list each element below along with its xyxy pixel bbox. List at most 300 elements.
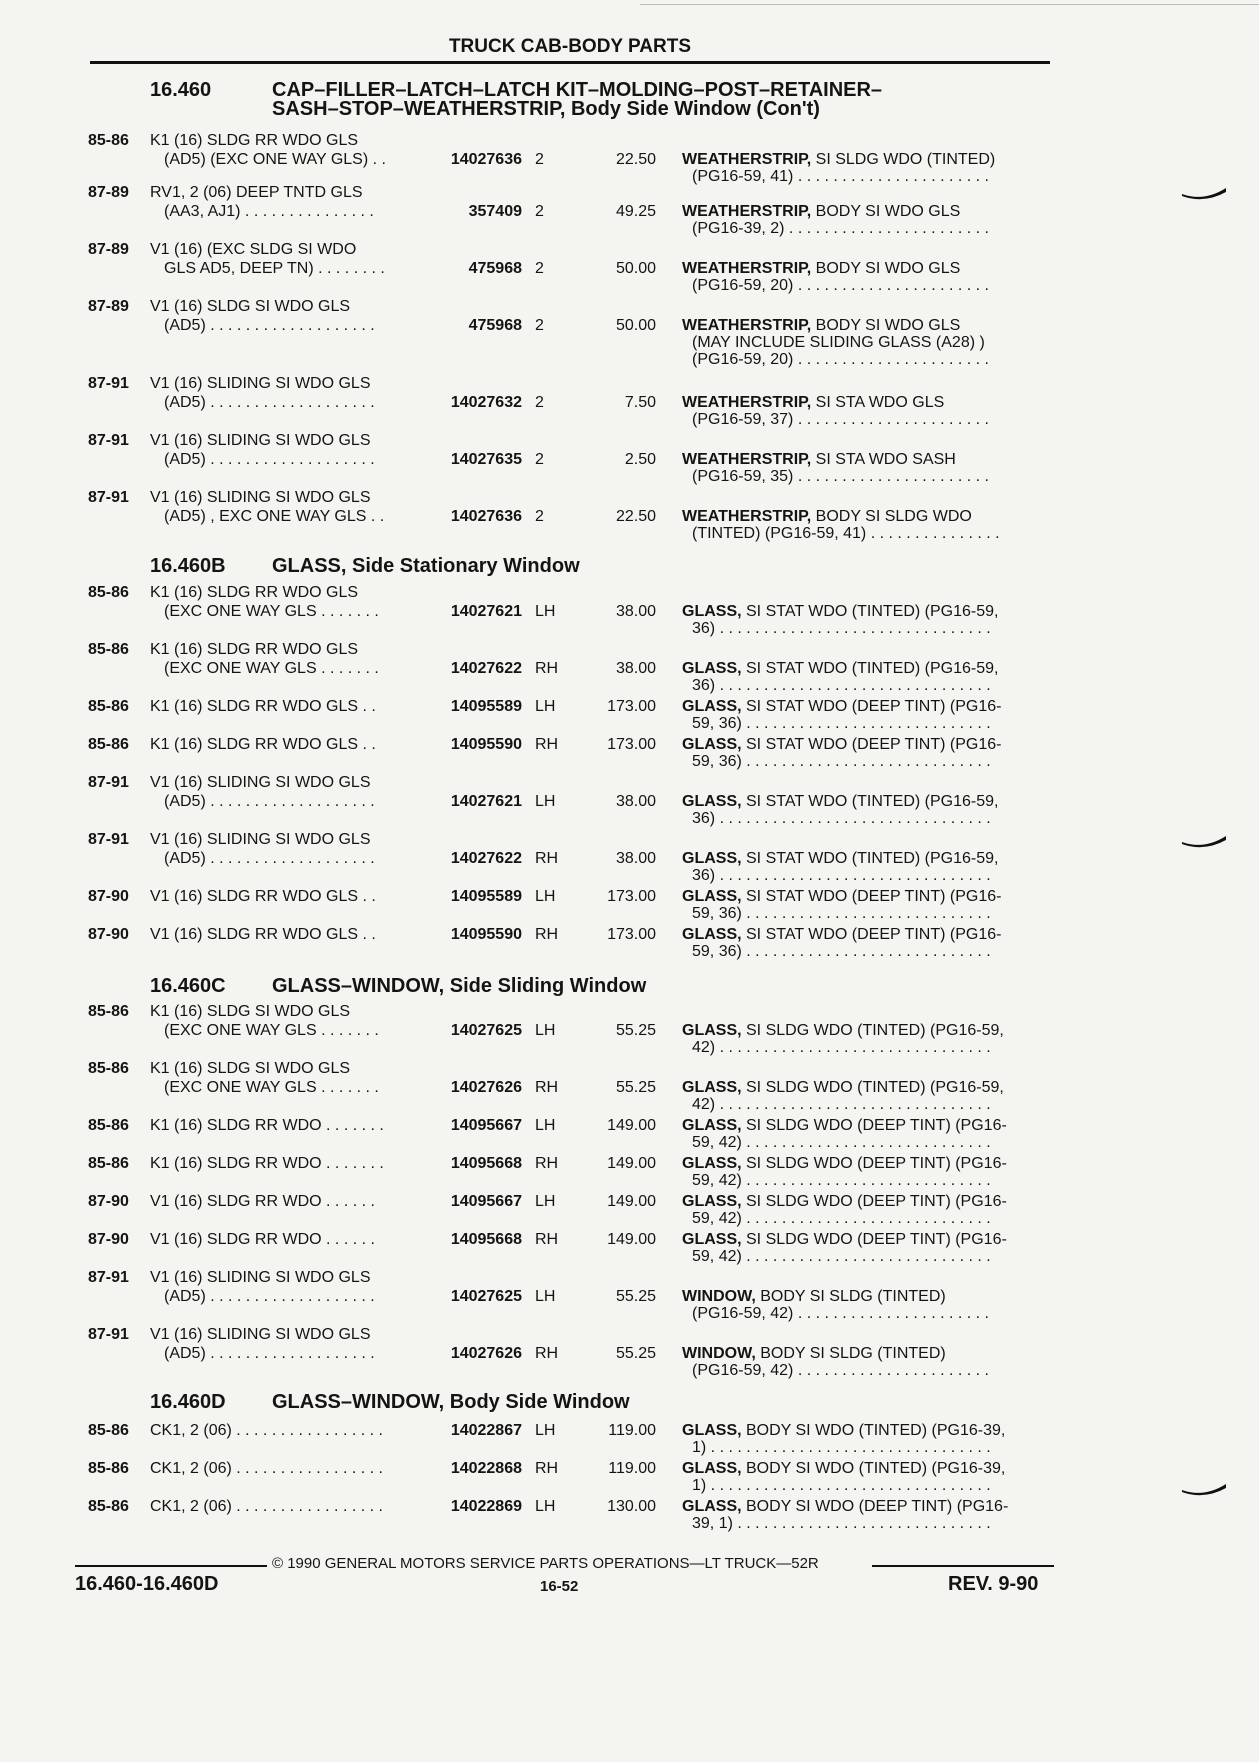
description <box>682 508 1042 526</box>
description-line-2: 36) . . . . . . . . . . . . . . . . . . . . . . . . . . . . . . . <box>692 867 991 884</box>
quantity-side: LH <box>535 603 556 620</box>
part-number: 475968 <box>468 317 522 334</box>
price: 38.00 <box>615 660 656 677</box>
description <box>682 394 1042 412</box>
price: 22.50 <box>615 508 656 525</box>
scan-edge-line <box>640 4 1259 5</box>
binding-mark-icon <box>1182 188 1226 200</box>
part-entry <box>0 1231 1060 1271</box>
model-years: 85-86 <box>88 132 129 149</box>
part-entry <box>0 375 1060 428</box>
quantity-side: LH <box>535 1422 556 1439</box>
description-text: BODY SI WDO (DEEP TINT) (PG16- <box>741 1498 1009 1515</box>
description <box>682 1460 1042 1478</box>
part-number: 14095668 <box>450 1231 522 1248</box>
price: 119.00 <box>608 1460 656 1477</box>
section-code: 16.460 <box>150 79 212 101</box>
part-entry <box>0 698 1060 738</box>
description-line-2: 36) . . . . . . . . . . . . . . . . . . . . . . . . . . . . . . . <box>692 620 991 637</box>
application: K1 (16) SLDG RR WDO GLS . . <box>150 698 376 715</box>
description-text: BODY SI SLDG (TINTED) <box>755 1345 946 1362</box>
price: 22.50 <box>615 151 656 168</box>
part-entry <box>0 584 1060 637</box>
description-line-2: 36) . . . . . . . . . . . . . . . . . . . . . . . . . . . . . . . <box>692 677 991 694</box>
section-code: 16.460C <box>150 975 226 997</box>
application-detail: (AD5) . . . . . . . . . . . . . . . . . . . <box>164 1345 375 1362</box>
description-text: SI STAT WDO (DEEP TINT) (PG16- <box>741 888 1002 905</box>
part-number: 14095667 <box>450 1193 522 1210</box>
quantity-side: 2 <box>535 260 544 277</box>
model-years: 87-89 <box>88 241 129 258</box>
part-entry <box>0 489 1060 542</box>
description-keyword: GLASS, <box>682 926 742 943</box>
price: 55.25 <box>615 1022 656 1039</box>
model-years: 87-91 <box>88 432 129 449</box>
description-keyword: GLASS, <box>682 660 742 677</box>
model-years: 87-90 <box>88 1231 129 1248</box>
price: 173.00 <box>607 888 656 905</box>
part-number: 14027621 <box>450 603 522 620</box>
description-text: BODY SI SLDG WDO <box>811 508 972 525</box>
footer-section-range: 16.460-16.460D <box>75 1573 219 1595</box>
application: K1 (16) SLDG SI WDO GLS <box>150 1060 351 1077</box>
description-line-2: (TINTED) (PG16-59, 41) . . . . . . . . . . . . . . . <box>692 525 1000 542</box>
application: V1 (16) SLDG SI WDO GLS <box>150 298 351 315</box>
description <box>682 1231 1042 1249</box>
description-text: SI SLDG WDO (TINTED) <box>811 151 996 168</box>
model-years: 87-89 <box>88 184 129 201</box>
price: 38.00 <box>615 603 656 620</box>
page-header: TRUCK CAB-BODY PARTS <box>448 36 692 57</box>
application-detail: (AD5) . . . . . . . . . . . . . . . . . . . <box>164 317 375 334</box>
application: CK1, 2 (06) . . . . . . . . . . . . . . . . . <box>150 1460 383 1477</box>
model-years: 87-91 <box>88 489 129 506</box>
quantity-side: LH <box>535 793 556 810</box>
part-number: 14027636 <box>450 151 522 168</box>
application: V1 (16) SLDG RR WDO GLS . . <box>150 888 376 905</box>
price: 2.50 <box>624 451 656 468</box>
model-years: 87-89 <box>88 298 129 315</box>
description-text: SI SLDG WDO (DEEP TINT) (PG16- <box>741 1231 1007 1248</box>
application: K1 (16) SLDG RR WDO GLS . . <box>150 736 376 753</box>
application: V1 (16) (EXC SLDG SI WDO <box>150 241 357 258</box>
part-number: 357409 <box>468 203 522 220</box>
description-text: BODY SI WDO GLS <box>811 203 961 220</box>
description-line-2: 59, 42) . . . . . . . . . . . . . . . . . . . . . . . . . . . . <box>692 1172 991 1189</box>
model-years: 87-91 <box>88 831 129 848</box>
model-years: 85-86 <box>88 1060 129 1077</box>
description-text: SI STAT WDO (TINTED) (PG16-59, <box>741 850 999 867</box>
application-detail: (AD5) . . . . . . . . . . . . . . . . . . . <box>164 850 375 867</box>
description-text: SI STA WDO SASH <box>811 451 956 468</box>
model-years: 87-90 <box>88 926 129 943</box>
description <box>682 926 1042 944</box>
description-keyword: GLASS, <box>682 1422 742 1439</box>
description-line-2: (PG16-59, 20) . . . . . . . . . . . . . . . . . . . . . . <box>692 277 989 294</box>
description-keyword: GLASS, <box>682 736 742 753</box>
price: 50.00 <box>615 260 656 277</box>
model-years: 87-91 <box>88 774 129 791</box>
application: V1 (16) SLIDING SI WDO GLS <box>150 1269 371 1286</box>
description <box>682 603 1042 621</box>
part-number: 14095590 <box>450 736 522 753</box>
section-heading <box>150 556 580 576</box>
description-text: SI STAT WDO (DEEP TINT) (PG16- <box>741 926 1002 943</box>
header-rule <box>90 61 1050 64</box>
footer-revision: REV. 9-90 <box>948 1573 1039 1595</box>
price: 173.00 <box>607 926 656 943</box>
price: 55.25 <box>615 1345 656 1362</box>
price: 173.00 <box>607 736 656 753</box>
quantity-side: 2 <box>535 151 544 168</box>
part-number: 475968 <box>468 260 522 277</box>
quantity-side: RH <box>535 850 559 867</box>
description-text: SI SLDG WDO (TINTED) (PG16-59, <box>741 1022 1004 1039</box>
description-text: SI STA WDO GLS <box>811 394 945 411</box>
part-entry <box>0 774 1060 827</box>
section-heading <box>150 1392 630 1412</box>
part-number: 14095589 <box>450 888 522 905</box>
price: 149.00 <box>607 1155 656 1172</box>
quantity-side: LH <box>535 1193 556 1210</box>
application: V1 (16) SLDG RR WDO . . . . . . <box>150 1231 375 1248</box>
description-keyword: WEATHERSTRIP, <box>682 508 812 525</box>
quantity-side: LH <box>535 1288 556 1305</box>
description <box>682 203 1042 221</box>
description <box>682 1288 1042 1306</box>
description-keyword: GLASS, <box>682 1193 742 1210</box>
application: CK1, 2 (06) . . . . . . . . . . . . . . . . . <box>150 1422 383 1439</box>
price: 149.00 <box>607 1231 656 1248</box>
description-keyword: WINDOW, <box>682 1288 756 1305</box>
part-entry <box>0 1460 1060 1500</box>
application: V1 (16) SLDG RR WDO GLS . . <box>150 926 376 943</box>
quantity-side: LH <box>535 1117 556 1134</box>
part-entry <box>0 641 1060 694</box>
price: 149.00 <box>607 1193 656 1210</box>
description-text: SI STAT WDO (TINTED) (PG16-59, <box>741 793 999 810</box>
description-keyword: GLASS, <box>682 603 742 620</box>
description-keyword: GLASS, <box>682 1460 742 1477</box>
part-entry <box>0 1498 1060 1538</box>
quantity-side: RH <box>535 1231 559 1248</box>
description-line-2: 59, 36) . . . . . . . . . . . . . . . . . . . . . . . . . . . . <box>692 715 991 732</box>
price: 55.25 <box>615 1079 656 1096</box>
quantity-side: LH <box>535 698 556 715</box>
application-detail: (AD5) . . . . . . . . . . . . . . . . . . . <box>164 394 375 411</box>
part-entry <box>0 1326 1060 1379</box>
part-number: 14095589 <box>450 698 522 715</box>
part-number: 14027622 <box>450 850 522 867</box>
part-entry <box>0 1003 1060 1056</box>
part-number: 14095668 <box>450 1155 522 1172</box>
description-line-2: 59, 36) . . . . . . . . . . . . . . . . . . . . . . . . . . . . <box>692 753 991 770</box>
model-years: 85-86 <box>88 1498 129 1515</box>
model-years: 85-86 <box>88 1422 129 1439</box>
description-text: SI STAT WDO (TINTED) (PG16-59, <box>741 603 999 620</box>
model-years: 85-86 <box>88 736 129 753</box>
description-keyword: WEATHERSTRIP, <box>682 394 812 411</box>
section-title: GLASS–WINDOW, Side Sliding Window <box>272 975 647 997</box>
price: 49.25 <box>615 203 656 220</box>
section-title-continued: SASH–STOP–WEATHERSTRIP, Body Side Window (Con't) <box>272 98 820 120</box>
part-entry <box>0 831 1060 884</box>
application: K1 (16) SLDG RR WDO . . . . . . . <box>150 1117 384 1134</box>
part-number: 14027636 <box>450 508 522 525</box>
description <box>682 451 1042 469</box>
description-line-2: 1) . . . . . . . . . . . . . . . . . . . . . . . . . . . . . . . . <box>692 1477 991 1494</box>
application: K1 (16) SLDG RR WDO GLS <box>150 132 359 149</box>
description-line-2: 1) . . . . . . . . . . . . . . . . . . . . . . . . . . . . . . . . <box>692 1439 991 1456</box>
description <box>682 660 1042 678</box>
part-entry <box>0 1155 1060 1195</box>
footer-rule-right <box>872 1565 1054 1567</box>
application-detail: (AD5) (EXC ONE WAY GLS) . . <box>164 151 386 168</box>
description <box>682 151 1042 169</box>
price: 38.00 <box>615 793 656 810</box>
part-number: 14022869 <box>450 1498 522 1515</box>
application: K1 (16) SLDG RR WDO GLS <box>150 641 359 658</box>
section-code: 16.460B <box>150 555 226 577</box>
application-detail: (AD5) . . . . . . . . . . . . . . . . . . . <box>164 451 375 468</box>
application-detail: (AD5) , EXC ONE WAY GLS . . <box>164 508 385 525</box>
application: V1 (16) SLDG RR WDO . . . . . . <box>150 1193 375 1210</box>
part-entry <box>0 432 1060 485</box>
part-entry <box>0 1060 1060 1113</box>
part-number: 14027626 <box>450 1345 522 1362</box>
description-text: BODY SI WDO (TINTED) (PG16-39, <box>741 1422 1006 1439</box>
price: 50.00 <box>615 317 656 334</box>
application: RV1, 2 (06) DEEP TNTD GLS <box>150 184 363 201</box>
description-line-2: (PG16-59, 37) . . . . . . . . . . . . . . . . . . . . . . <box>692 411 989 428</box>
description-keyword: GLASS, <box>682 850 742 867</box>
description-keyword: WEATHERSTRIP, <box>682 260 812 277</box>
description-keyword: GLASS, <box>682 1117 742 1134</box>
application-detail: (AD5) . . . . . . . . . . . . . . . . . . . <box>164 793 375 810</box>
description <box>682 850 1042 868</box>
part-entry <box>0 926 1060 966</box>
application: K1 (16) SLDG RR WDO . . . . . . . <box>150 1155 384 1172</box>
description-line-2: (MAY INCLUDE SLIDING GLASS (A28) ) <box>692 334 985 351</box>
description-text: BODY SI WDO GLS <box>811 260 961 277</box>
part-entry <box>0 1269 1060 1322</box>
part-number: 14095590 <box>450 926 522 943</box>
model-years: 87-91 <box>88 1269 129 1286</box>
footer-page-number: 16-52 <box>540 1578 579 1595</box>
part-number: 14022867 <box>450 1422 522 1439</box>
part-number: 14027635 <box>450 451 522 468</box>
application: K1 (16) SLDG RR WDO GLS <box>150 584 359 601</box>
model-years: 85-86 <box>88 1460 129 1477</box>
price: 149.00 <box>607 1117 656 1134</box>
application-detail: (EXC ONE WAY GLS . . . . . . . <box>164 1022 379 1039</box>
description <box>682 736 1042 754</box>
section-title: GLASS–WINDOW, Body Side Window <box>272 1391 630 1413</box>
description <box>682 260 1042 278</box>
description-text: SI STAT WDO (TINTED) (PG16-59, <box>741 660 999 677</box>
quantity-side: 2 <box>535 508 544 525</box>
price: 55.25 <box>615 1288 656 1305</box>
application: V1 (16) SLIDING SI WDO GLS <box>150 432 371 449</box>
quantity-side: LH <box>535 888 556 905</box>
quantity-side: 2 <box>535 451 544 468</box>
model-years: 87-90 <box>88 1193 129 1210</box>
part-entry <box>0 1422 1060 1462</box>
description-keyword: WEATHERSTRIP, <box>682 317 812 334</box>
description-line-2: (PG16-59, 35) . . . . . . . . . . . . . . . . . . . . . . <box>692 468 989 485</box>
application-detail: (EXC ONE WAY GLS . . . . . . . <box>164 1079 379 1096</box>
description-keyword: GLASS, <box>682 793 742 810</box>
description <box>682 317 1042 335</box>
model-years: 87-91 <box>88 1326 129 1343</box>
quantity-side: 2 <box>535 203 544 220</box>
description-line-2: 59, 42) . . . . . . . . . . . . . . . . . . . . . . . . . . . . <box>692 1248 991 1265</box>
description-keyword: WINDOW, <box>682 1345 756 1362</box>
description-line-2: 42) . . . . . . . . . . . . . . . . . . . . . . . . . . . . . . . <box>692 1096 991 1113</box>
description-line-2: (PG16-59, 42) . . . . . . . . . . . . . . . . . . . . . . <box>692 1305 989 1322</box>
quantity-side: RH <box>535 1345 559 1362</box>
description <box>682 1345 1042 1363</box>
section-title: GLASS, Side Stationary Window <box>272 555 580 577</box>
model-years: 85-86 <box>88 698 129 715</box>
description <box>682 1422 1042 1440</box>
description-keyword: WEATHERSTRIP, <box>682 151 812 168</box>
application-detail: (AA3, AJ1) . . . . . . . . . . . . . . . <box>164 203 374 220</box>
description-text: BODY SI WDO (TINTED) (PG16-39, <box>741 1460 1006 1477</box>
part-entry <box>0 132 1060 185</box>
quantity-side: LH <box>535 1498 556 1515</box>
description-line-2: 42) . . . . . . . . . . . . . . . . . . . . . . . . . . . . . . . <box>692 1039 991 1056</box>
part-number: 14027625 <box>450 1288 522 1305</box>
description <box>682 1193 1042 1211</box>
model-years: 85-86 <box>88 1117 129 1134</box>
quantity-side: 2 <box>535 394 544 411</box>
part-entry <box>0 736 1060 776</box>
model-years: 87-91 <box>88 375 129 392</box>
description-text: BODY SI SLDG (TINTED) <box>755 1288 946 1305</box>
description-keyword: GLASS, <box>682 1079 742 1096</box>
model-years: 85-86 <box>88 584 129 601</box>
description-text: SI SLDG WDO (DEEP TINT) (PG16- <box>741 1117 1007 1134</box>
quantity-side: RH <box>535 1079 559 1096</box>
description-keyword: GLASS, <box>682 888 742 905</box>
description-keyword: WEATHERSTRIP, <box>682 203 812 220</box>
application-detail: (EXC ONE WAY GLS . . . . . . . <box>164 660 379 677</box>
description-line-2: 36) . . . . . . . . . . . . . . . . . . . . . . . . . . . . . . . <box>692 810 991 827</box>
description-text: SI SLDG WDO (TINTED) (PG16-59, <box>741 1079 1004 1096</box>
part-entry <box>0 298 1060 368</box>
part-number: 14027632 <box>450 394 522 411</box>
description <box>682 1498 1042 1516</box>
application: V1 (16) SLIDING SI WDO GLS <box>150 774 371 791</box>
quantity-side: RH <box>535 926 559 943</box>
description-text: BODY SI WDO GLS <box>811 317 961 334</box>
description-keyword: GLASS, <box>682 1022 742 1039</box>
description <box>682 1079 1042 1097</box>
application: V1 (16) SLIDING SI WDO GLS <box>150 1326 371 1343</box>
description-keyword: WEATHERSTRIP, <box>682 451 812 468</box>
price: 38.00 <box>615 850 656 867</box>
quantity-side: RH <box>535 1155 559 1172</box>
part-number: 14027626 <box>450 1079 522 1096</box>
description-text: SI STAT WDO (DEEP TINT) (PG16- <box>741 698 1002 715</box>
quantity-side: RH <box>535 1460 559 1477</box>
application-detail: (AD5) . . . . . . . . . . . . . . . . . . . <box>164 1288 375 1305</box>
application: K1 (16) SLDG SI WDO GLS <box>150 1003 351 1020</box>
part-number: 14027625 <box>450 1022 522 1039</box>
description-keyword: GLASS, <box>682 1498 742 1515</box>
part-entry <box>0 888 1060 928</box>
price: 130.00 <box>607 1498 656 1515</box>
model-years: 87-90 <box>88 888 129 905</box>
price: 173.00 <box>607 698 656 715</box>
binding-mark-icon <box>1182 1484 1226 1496</box>
section-code: 16.460D <box>150 1391 226 1413</box>
description-line-2: (PG16-39, 2) . . . . . . . . . . . . . . . . . . . . . . . <box>692 220 989 237</box>
model-years: 85-86 <box>88 641 129 658</box>
quantity-side: RH <box>535 736 559 753</box>
model-years: 85-86 <box>88 1003 129 1020</box>
quantity-side: 2 <box>535 317 544 334</box>
application-detail: (EXC ONE WAY GLS . . . . . . . <box>164 603 379 620</box>
description <box>682 698 1042 716</box>
description-keyword: GLASS, <box>682 1155 742 1172</box>
application: V1 (16) SLIDING SI WDO GLS <box>150 489 371 506</box>
price: 119.00 <box>608 1422 656 1439</box>
footer-copyright: © 1990 GENERAL MOTORS SERVICE PARTS OPERATIONS—LT TRUCK—52R <box>272 1555 819 1572</box>
description-line-2: 39, 1) . . . . . . . . . . . . . . . . . . . . . . . . . . . . . <box>692 1515 991 1532</box>
description-line-2: (PG16-59, 42) . . . . . . . . . . . . . . . . . . . . . . <box>692 1362 989 1379</box>
description-text: SI SLDG WDO (DEEP TINT) (PG16- <box>741 1155 1007 1172</box>
section-heading <box>150 80 882 100</box>
description-line-2: 59, 36) . . . . . . . . . . . . . . . . . . . . . . . . . . . . <box>692 905 991 922</box>
description <box>682 1117 1042 1135</box>
description <box>682 1155 1042 1173</box>
description-line-2: (PG16-59, 41) . . . . . . . . . . . . . . . . . . . . . . <box>692 168 989 185</box>
application: V1 (16) SLIDING SI WDO GLS <box>150 831 371 848</box>
model-years: 85-86 <box>88 1155 129 1172</box>
quantity-side: RH <box>535 660 559 677</box>
description <box>682 1022 1042 1040</box>
footer-rule-left <box>75 1565 267 1567</box>
description <box>682 793 1042 811</box>
binding-mark-icon <box>1182 836 1226 848</box>
part-entry <box>0 184 1060 237</box>
part-entry <box>0 241 1060 294</box>
description-line-3: (PG16-59, 20) . . . . . . . . . . . . . . . . . . . . . . <box>692 351 989 368</box>
description <box>682 888 1042 906</box>
quantity-side: LH <box>535 1022 556 1039</box>
description-text: SI STAT WDO (DEEP TINT) (PG16- <box>741 736 1002 753</box>
application: V1 (16) SLIDING SI WDO GLS <box>150 375 371 392</box>
part-number: 14095667 <box>450 1117 522 1134</box>
part-number: 14022868 <box>450 1460 522 1477</box>
description-keyword: GLASS, <box>682 698 742 715</box>
part-number: 14027622 <box>450 660 522 677</box>
part-number: 14027621 <box>450 793 522 810</box>
description-keyword: GLASS, <box>682 1231 742 1248</box>
description-text: SI SLDG WDO (DEEP TINT) (PG16- <box>741 1193 1007 1210</box>
description-line-2: 59, 42) . . . . . . . . . . . . . . . . . . . . . . . . . . . . <box>692 1210 991 1227</box>
description-line-2: 59, 42) . . . . . . . . . . . . . . . . . . . . . . . . . . . . <box>692 1134 991 1151</box>
section-title: CAP–FILLER–LATCH–LATCH KIT–MOLDING–POST–RETAINER– <box>272 79 883 101</box>
application-detail: GLS AD5, DEEP TN) . . . . . . . . <box>164 260 385 277</box>
price: 7.50 <box>624 394 656 411</box>
part-entry <box>0 1117 1060 1157</box>
description-line-2: 59, 36) . . . . . . . . . . . . . . . . . . . . . . . . . . . . <box>692 943 991 960</box>
part-entry <box>0 1193 1060 1233</box>
section-heading <box>150 976 646 996</box>
